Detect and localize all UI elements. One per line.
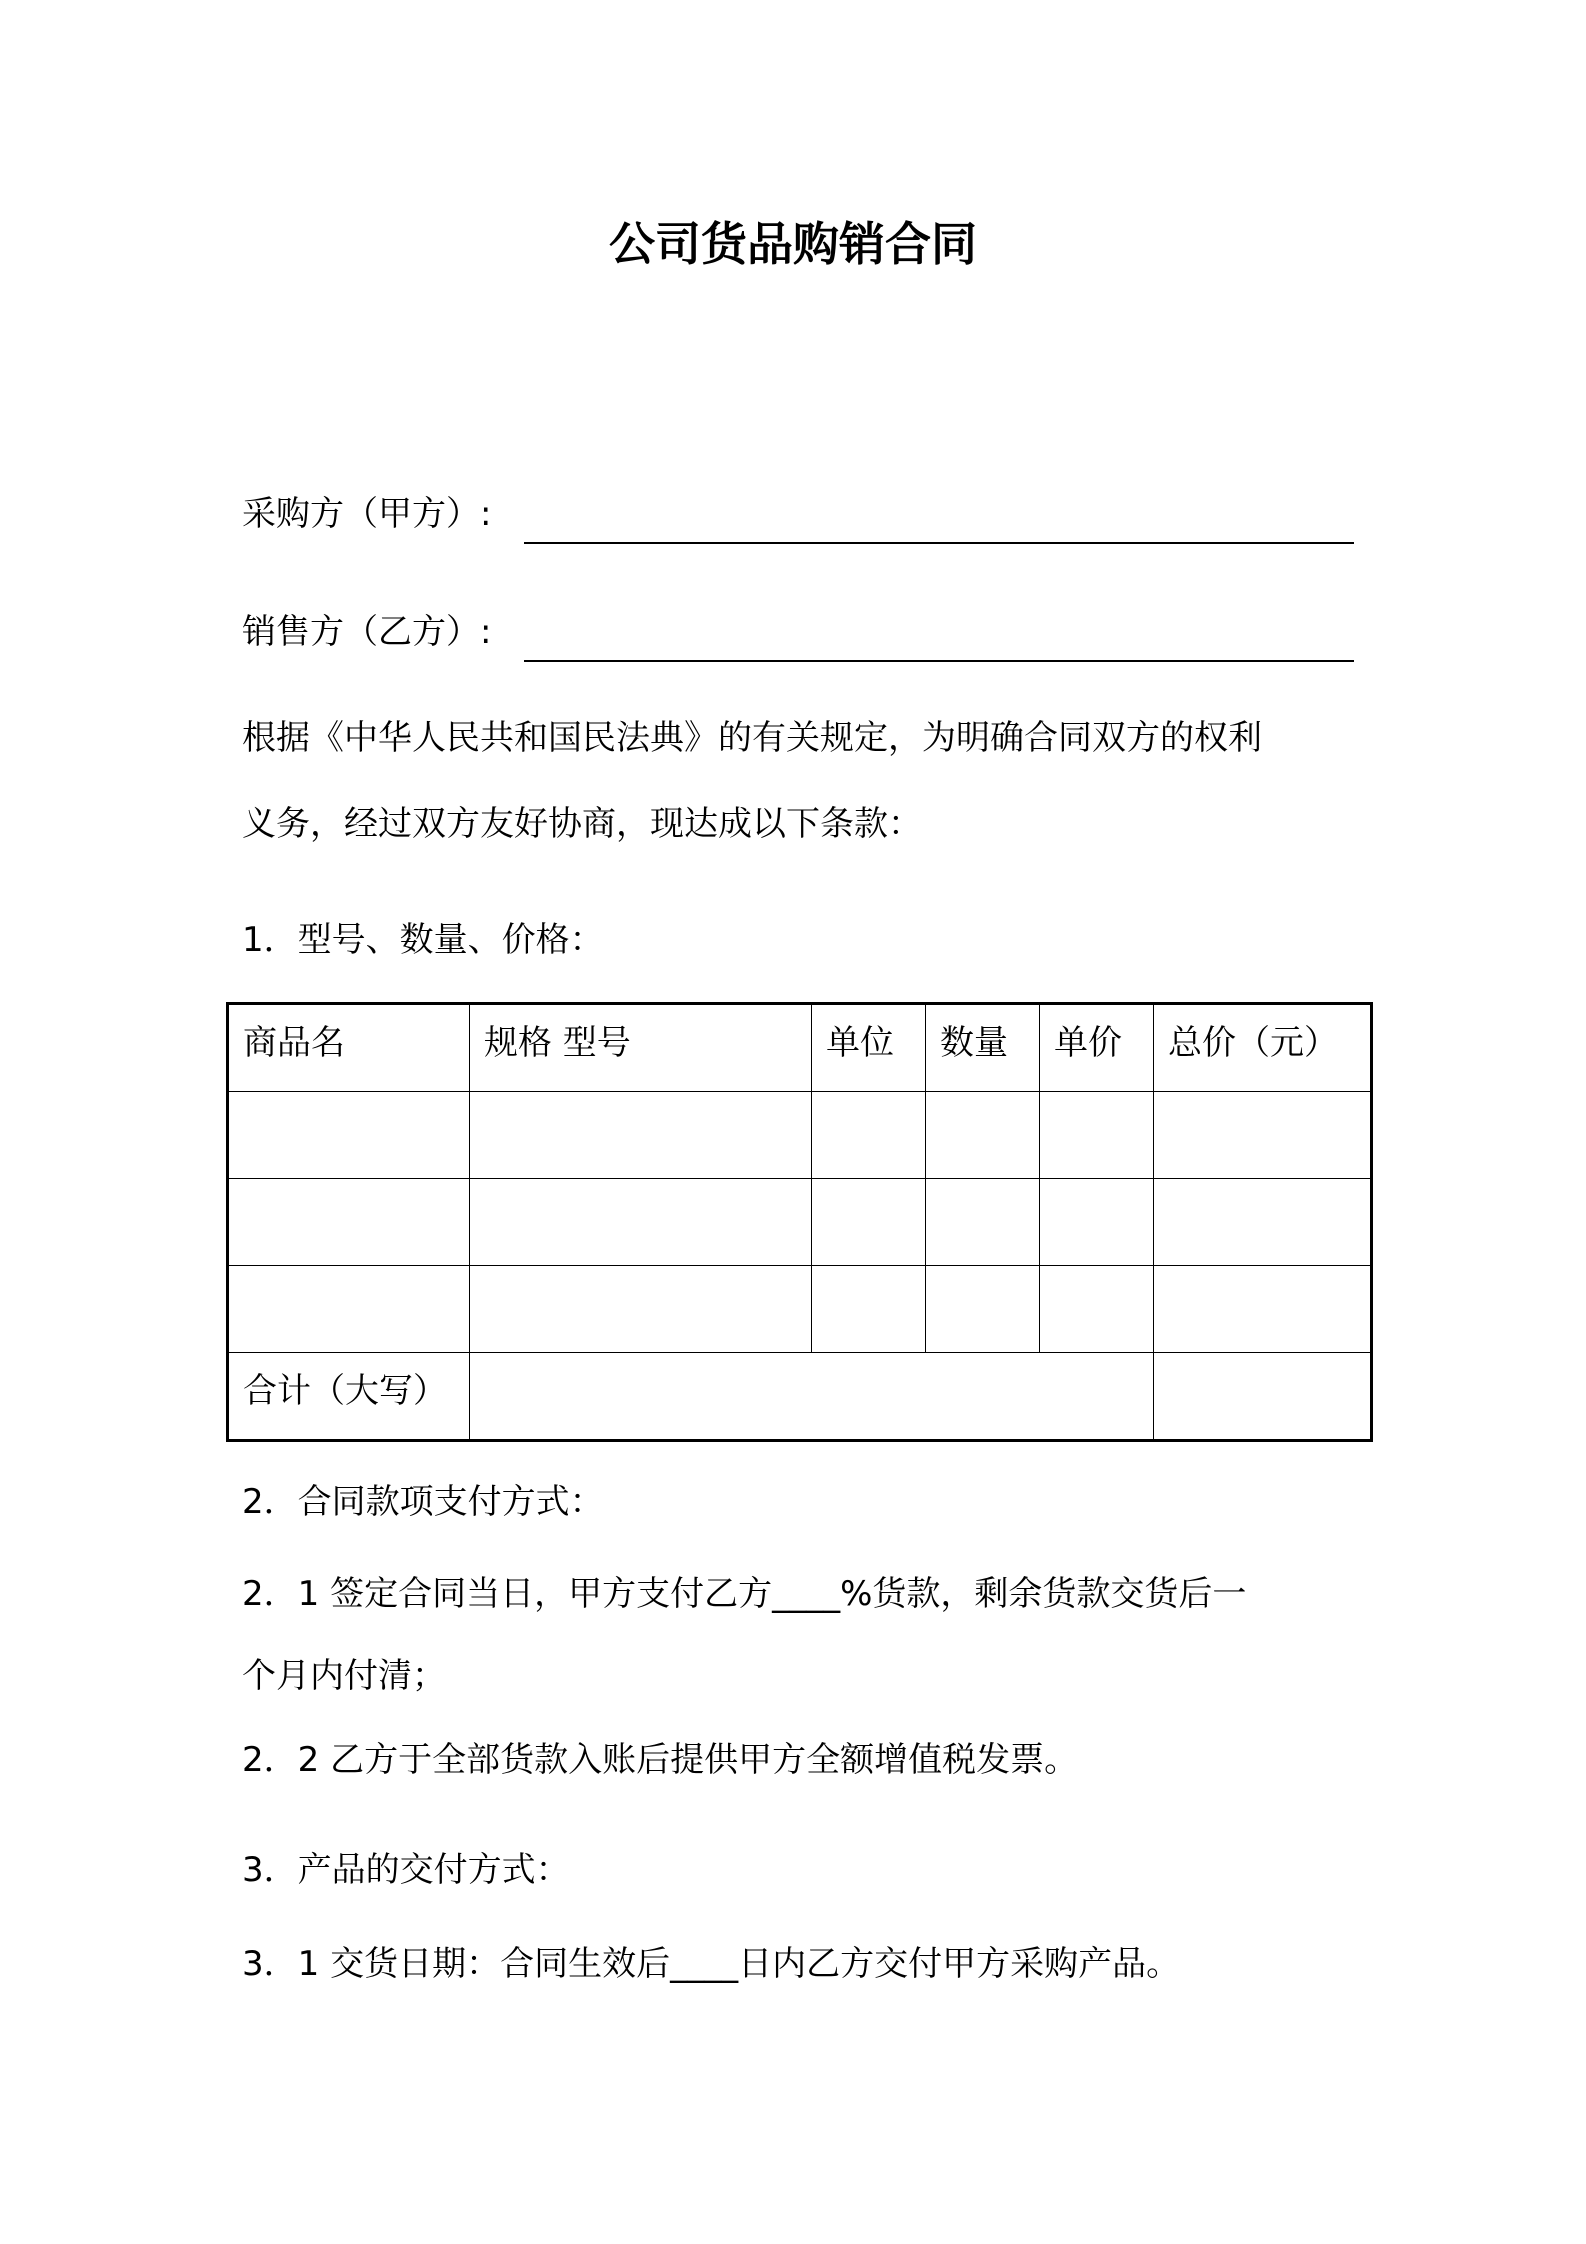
total-amount-cell[interactable]: [1154, 1353, 1372, 1441]
table-cell[interactable]: [1154, 1092, 1372, 1179]
seller-row: [242, 602, 1354, 662]
header-product-name: 商品名: [228, 1004, 470, 1092]
section-2-heading: 2．合同款项支付方式：: [242, 1482, 604, 1522]
table-row: [228, 1179, 1372, 1266]
table-row: [228, 1092, 1372, 1179]
header-unit: 单位: [812, 1004, 926, 1092]
seller-blank-line[interactable]: [524, 620, 1354, 662]
table-cell[interactable]: [1040, 1266, 1154, 1353]
header-quantity: 数量: [926, 1004, 1040, 1092]
table-cell[interactable]: [812, 1266, 926, 1353]
table-cell[interactable]: [926, 1092, 1040, 1179]
total-amount-words-cell[interactable]: [470, 1353, 1154, 1441]
table-cell[interactable]: [228, 1092, 470, 1179]
table-header-row: [228, 1004, 1372, 1092]
header-spec-model: 规格 型号: [470, 1004, 812, 1092]
section-2-1-line-1: 2．1 签定合同当日，甲方支付乙方____%货款，剩余货款交货后一: [242, 1574, 1247, 1614]
buyer-label: 采购方（甲方）:: [242, 494, 492, 534]
goods-table: [226, 1002, 1373, 1442]
table-row: [228, 1266, 1372, 1353]
header-total-price: 总价（元）: [1154, 1004, 1372, 1092]
table-cell[interactable]: [1040, 1179, 1154, 1266]
section-3-1: 3．1 交货日期：合同生效后____日内乙方交付甲方采购产品。: [242, 1944, 1181, 1984]
table-cell[interactable]: [812, 1179, 926, 1266]
table-cell[interactable]: [228, 1266, 470, 1353]
table-cell[interactable]: [470, 1092, 812, 1179]
document-title: 公司货品购销合同: [609, 217, 977, 271]
table-cell[interactable]: [1154, 1266, 1372, 1353]
table-cell[interactable]: [926, 1266, 1040, 1353]
table-cell[interactable]: [812, 1092, 926, 1179]
section-1-heading: 1．型号、数量、价格：: [242, 920, 604, 960]
buyer-blank-line[interactable]: [524, 502, 1354, 544]
table-cell[interactable]: [1154, 1179, 1372, 1266]
total-label: 合计（大写）: [228, 1353, 470, 1441]
table-total-row: [228, 1353, 1372, 1441]
header-unit-price: 单价: [1040, 1004, 1154, 1092]
section-3-heading: 3．产品的交付方式：: [242, 1850, 570, 1890]
table-cell[interactable]: [926, 1179, 1040, 1266]
table-cell[interactable]: [470, 1266, 812, 1353]
preamble-line-1: 根据《中华人民共和国民法典》的有关规定，为明确合同双方的权利: [242, 718, 1262, 758]
section-2-1-line-2: 个月内付清；: [242, 1656, 446, 1696]
table-cell[interactable]: [470, 1179, 812, 1266]
section-2-2: 2．2 乙方于全部货款入账后提供甲方全额增值税发票。: [242, 1740, 1079, 1780]
buyer-row: [242, 484, 1354, 544]
seller-label: 销售方（乙方）:: [242, 612, 492, 652]
table-cell[interactable]: [1040, 1092, 1154, 1179]
table-cell[interactable]: [228, 1179, 470, 1266]
preamble-line-2: 义务，经过双方友好协商，现达成以下条款：: [242, 804, 922, 844]
